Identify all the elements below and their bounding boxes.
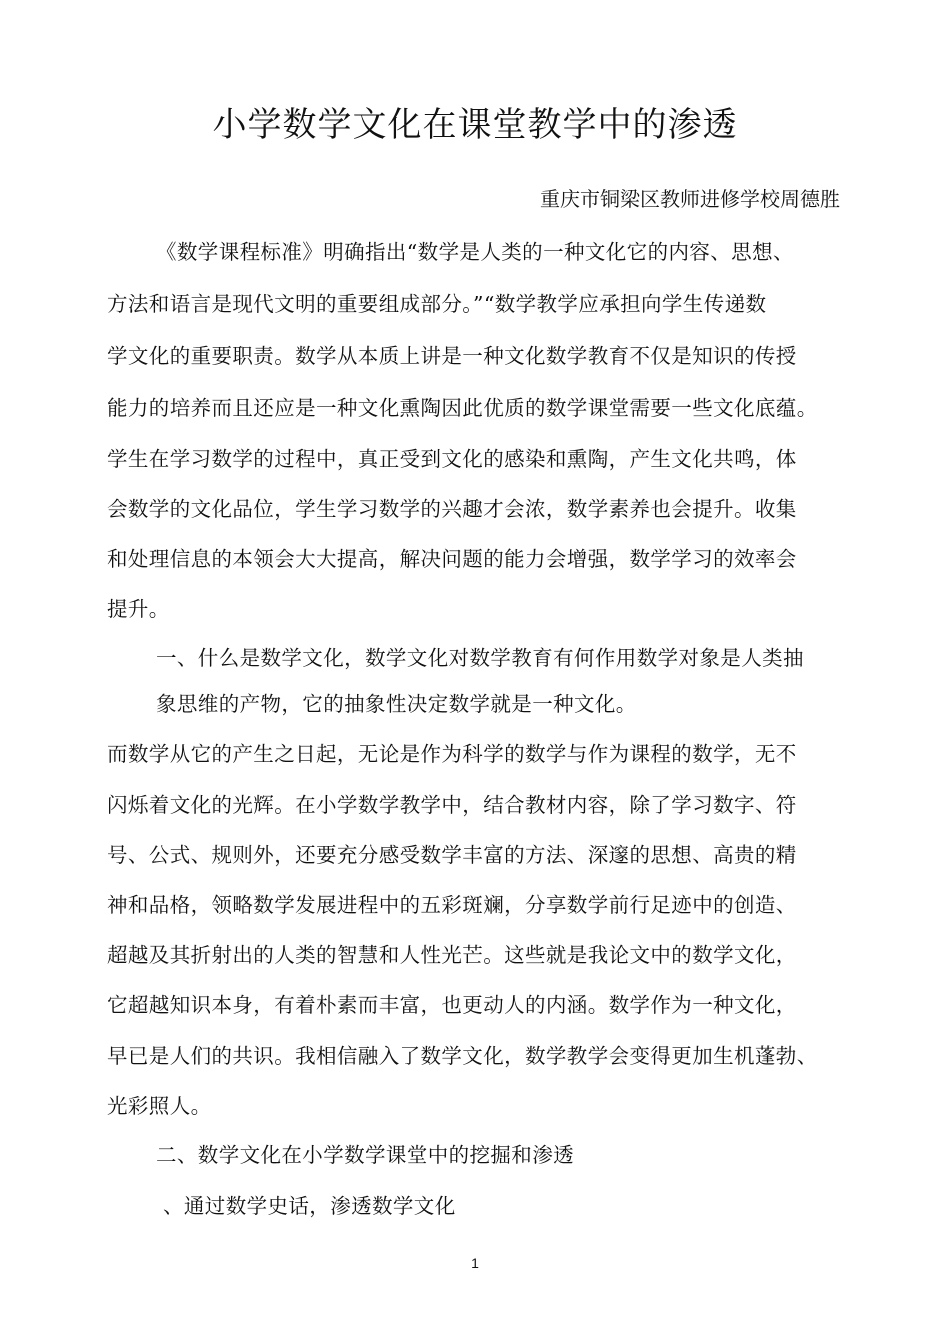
text-line: 能力的培养而且还应是一种文化熏陶因此优质的数学课堂需要一些文化底蕴。: [107, 396, 818, 420]
author-line: 重庆市铜梁区教师进修学校周德胜: [540, 187, 840, 211]
text-line: 象思维的产物，它的抽象性决定数学就是一种文化。: [156, 692, 637, 716]
text-line: 早已是人们的共识。我相信融入了数学文化，数学教学会变得更加生机蓬勃、: [107, 1044, 818, 1068]
text-line: 闪烁着文化的光辉。在小学数学教学中，结合教材内容，除了学习数字、符: [107, 793, 797, 817]
text-line: 号、公式、规则外，还要充分感受数学丰富的方法、深邃的思想、高贵的精: [107, 843, 797, 867]
section-heading-1: 一、什么是数学文化，数学文化对数学教育有何作用数学对象是人类抽: [156, 646, 804, 670]
text-line: 光彩照人。: [107, 1094, 212, 1118]
page-title: 小学数学文化在课堂教学中的渗透: [212, 105, 738, 145]
text-line: 会数学的文化品位，学生学习数学的兴趣才会浓，数学素养也会提升。收集: [107, 497, 797, 521]
text-line: 它超越知识本身，有着朴素而丰富，也更动人的内涵。数学作为一种文化，: [107, 993, 797, 1017]
text-line: 神和品格，领略数学发展进程中的五彩斑斓，分享数学前行足迹中的创造、: [107, 893, 797, 917]
text-line: 而数学从它的产生之日起，无论是作为科学的数学与作为课程的数学，无不: [107, 742, 797, 766]
section-heading-2: 二、数学文化在小学数学课堂中的挖掘和渗透: [156, 1143, 574, 1167]
text-line: 学文化的重要职责。数学从本质上讲是一种文化数学教育不仅是知识的传授: [107, 344, 797, 368]
text-line: 方法和语言是现代文明的重要组成部分。”“数学教学应承担向学生传递数: [107, 292, 767, 316]
text-line: 《数学课程标准》明确指出“数学是人类的一种文化它的内容、思想、: [156, 240, 794, 264]
text-line: 学生在学习数学的过程中，真正受到文化的感染和熏陶，产生文化共鸣，体: [107, 447, 797, 471]
text-line: 超越及其折射出的人类的智慧和人性光芒。这些就是我论文中的数学文化，: [107, 943, 797, 967]
text-line: 提升。: [107, 597, 170, 621]
text-line: 和处理信息的本领会大大提高，解决问题的能力会增强，数学学习的效率会: [107, 547, 797, 571]
page-number: 1: [471, 1255, 479, 1271]
subsection-heading: 、通过数学史话，渗透数学文化: [163, 1194, 456, 1218]
